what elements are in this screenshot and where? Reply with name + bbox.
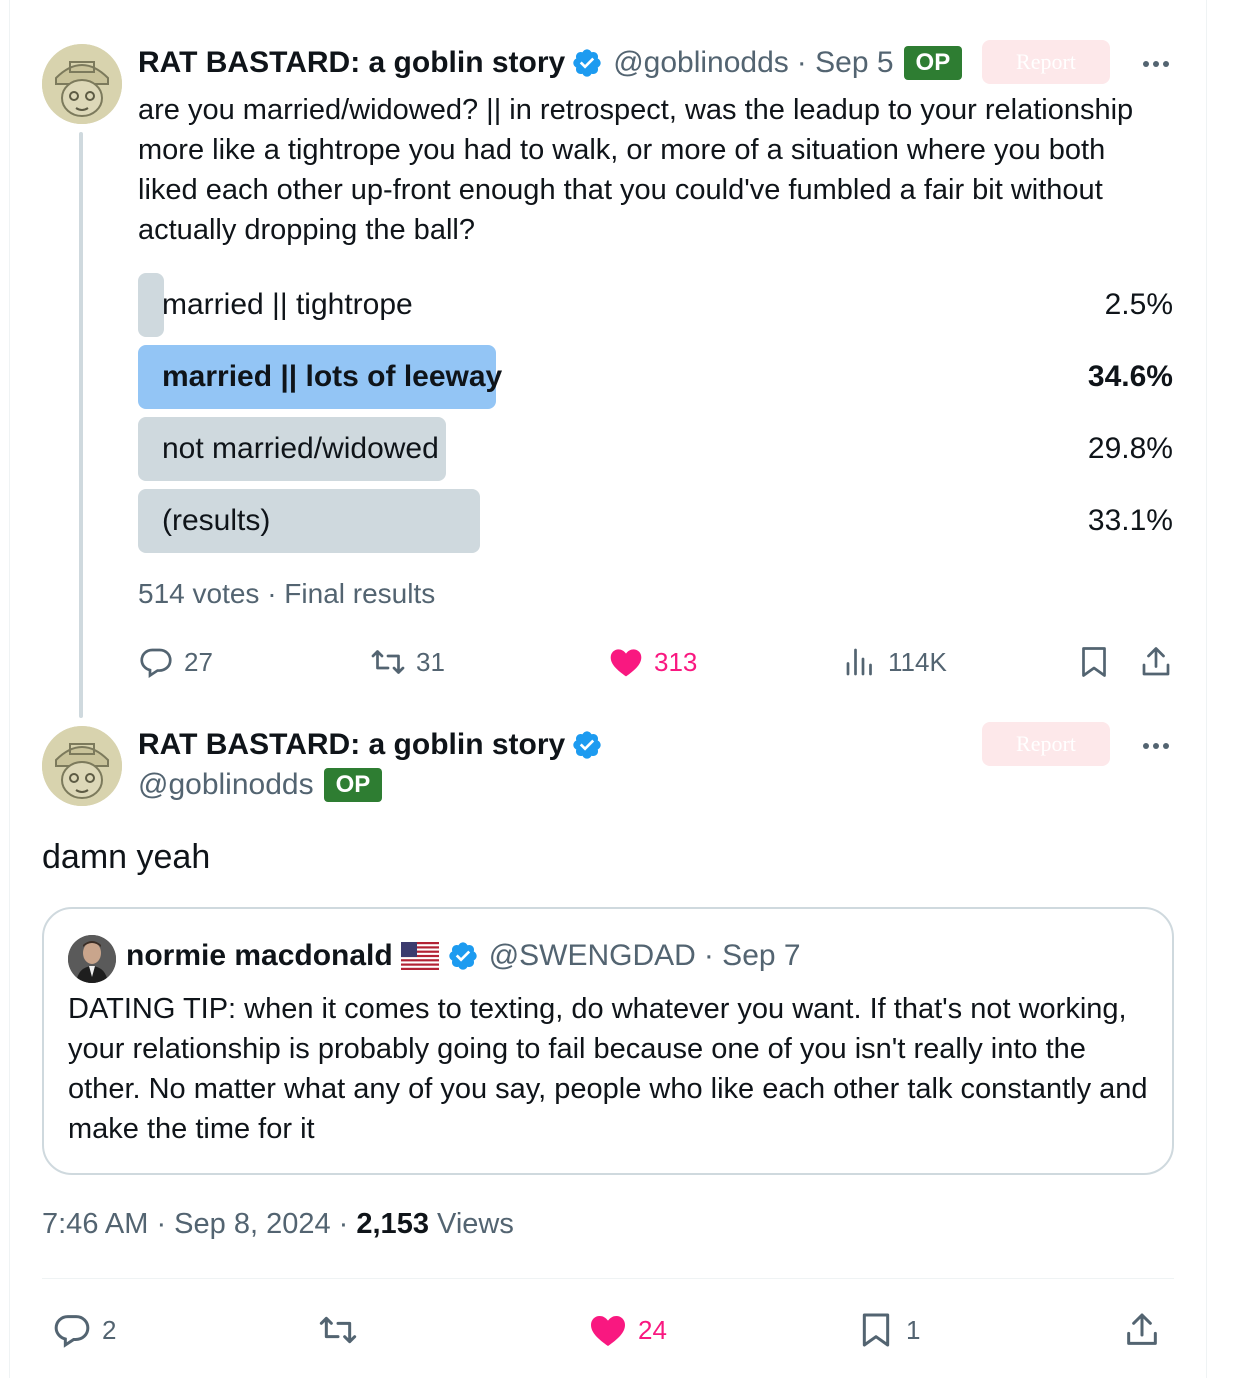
- poll-option-percent: 33.1%: [1087, 504, 1173, 537]
- verified-badge-icon: [571, 47, 603, 79]
- quote-header: [126, 939, 801, 973]
- quote-author-name[interactable]: normie macdonald: [126, 939, 393, 972]
- like-button[interactable]: [588, 1310, 667, 1350]
- reply-text: damn yeah: [42, 838, 211, 876]
- author-handle[interactable]: @goblinodds: [613, 46, 789, 79]
- avatar[interactable]: [42, 44, 122, 124]
- avatar-goblin-drawing: [42, 726, 122, 806]
- tweet-date[interactable]: · Sep 5: [796, 46, 894, 79]
- reply-icon: [52, 1310, 92, 1350]
- bookmark-button[interactable]: [856, 1310, 920, 1350]
- author-handle[interactable]: @goblinodds: [138, 768, 314, 801]
- reply-count: 27: [184, 646, 213, 677]
- poll-option-percent: 2.5%: [1104, 288, 1173, 321]
- thread-connector-line: [79, 132, 83, 718]
- avatar-photo: [68, 935, 116, 983]
- verified-badge-icon: [447, 940, 479, 972]
- tweet-text: are you married/widowed? || in retrospect, was the leadup to your relationship more like a tightrope you had to walk, or more of a situation where you both liked each other up-front enough that you could've fumbled a fair bit without actually dropping the ball?: [138, 94, 1134, 246]
- reply-button[interactable]: [138, 644, 213, 680]
- author-name[interactable]: RAT BASTARD: a goblin story: [138, 728, 566, 761]
- retweet-button[interactable]: [318, 1310, 358, 1350]
- reply-handle-row: [138, 768, 382, 802]
- more-options-icon[interactable]: [1136, 54, 1176, 74]
- verified-badge-icon: [571, 729, 603, 761]
- poll-option-label: (results): [162, 504, 271, 537]
- author-name[interactable]: RAT BASTARD: a goblin story: [138, 46, 566, 79]
- avatar-goblin-drawing: [42, 44, 122, 124]
- reply-button[interactable]: [52, 1310, 116, 1350]
- timestamp-text[interactable]: 7:46 AM · Sep 8, 2024 ·: [42, 1208, 349, 1240]
- views-count: 114K: [888, 646, 947, 677]
- views-label: Views: [437, 1208, 514, 1240]
- column-border-left: [9, 0, 10, 1378]
- report-button[interactable]: Report: [982, 722, 1110, 766]
- reply-count: 2: [102, 1314, 117, 1345]
- share-icon: [1122, 1310, 1162, 1350]
- heart-filled-icon: [608, 644, 644, 680]
- bookmark-button[interactable]: [1076, 644, 1112, 680]
- quote-text: DATING TIP: when it comes to texting, do whatever you want. If that's not working, your relationship is probably going to fail because one of you isn't really into the other. No matter what any of you say, people who like each other talk constantly and make the time for it: [68, 993, 1148, 1145]
- poll-option-label: married || lots of leeway: [162, 360, 503, 393]
- like-count: 313: [654, 646, 698, 677]
- quoted-tweet-card[interactable]: [42, 907, 1174, 1175]
- bookmark-count: 1: [906, 1314, 921, 1345]
- share-icon: [1138, 644, 1174, 680]
- poll-meta: [138, 578, 435, 610]
- analytics-icon: [842, 644, 878, 680]
- poll-status: · Final results: [267, 578, 436, 609]
- poll-option-percent: 29.8%: [1087, 432, 1173, 465]
- like-button[interactable]: [608, 644, 697, 680]
- retweet-count: 31: [416, 646, 445, 677]
- divider: [42, 1278, 1174, 1279]
- quote-author-handle[interactable]: @SWENGDAD: [488, 939, 696, 972]
- quote-avatar[interactable]: [68, 935, 116, 983]
- more-options-icon[interactable]: [1136, 736, 1176, 756]
- heart-filled-icon: [588, 1310, 628, 1350]
- retweet-icon: [318, 1310, 358, 1350]
- poll-votes: 514 votes: [138, 578, 260, 609]
- poll-bar: [138, 273, 164, 337]
- tweet-header: [138, 46, 962, 80]
- quote-date[interactable]: · Sep 7: [703, 939, 801, 972]
- tweet-timestamp: [42, 1208, 514, 1241]
- views-number: 2,153: [356, 1208, 429, 1240]
- us-flag-icon: [401, 942, 439, 970]
- views-button[interactable]: [842, 644, 947, 680]
- share-button[interactable]: [1138, 644, 1174, 680]
- op-badge: OP: [324, 768, 383, 802]
- op-badge: OP: [904, 46, 963, 80]
- poll-option-label: not married/widowed: [162, 432, 439, 465]
- column-border-right: [1206, 0, 1207, 1378]
- retweet-icon: [370, 644, 406, 680]
- bookmark-icon: [1076, 644, 1112, 680]
- share-button[interactable]: [1122, 1310, 1162, 1350]
- bookmark-icon: [856, 1310, 896, 1350]
- report-button[interactable]: Report: [982, 40, 1110, 84]
- avatar[interactable]: [42, 726, 122, 806]
- poll-option-label: married || tightrope: [162, 288, 413, 321]
- reply-header: [138, 728, 603, 762]
- poll-option-percent: 34.6%: [1087, 360, 1173, 393]
- reply-icon: [138, 644, 174, 680]
- like-count: 24: [638, 1314, 667, 1345]
- retweet-button[interactable]: [370, 644, 445, 680]
